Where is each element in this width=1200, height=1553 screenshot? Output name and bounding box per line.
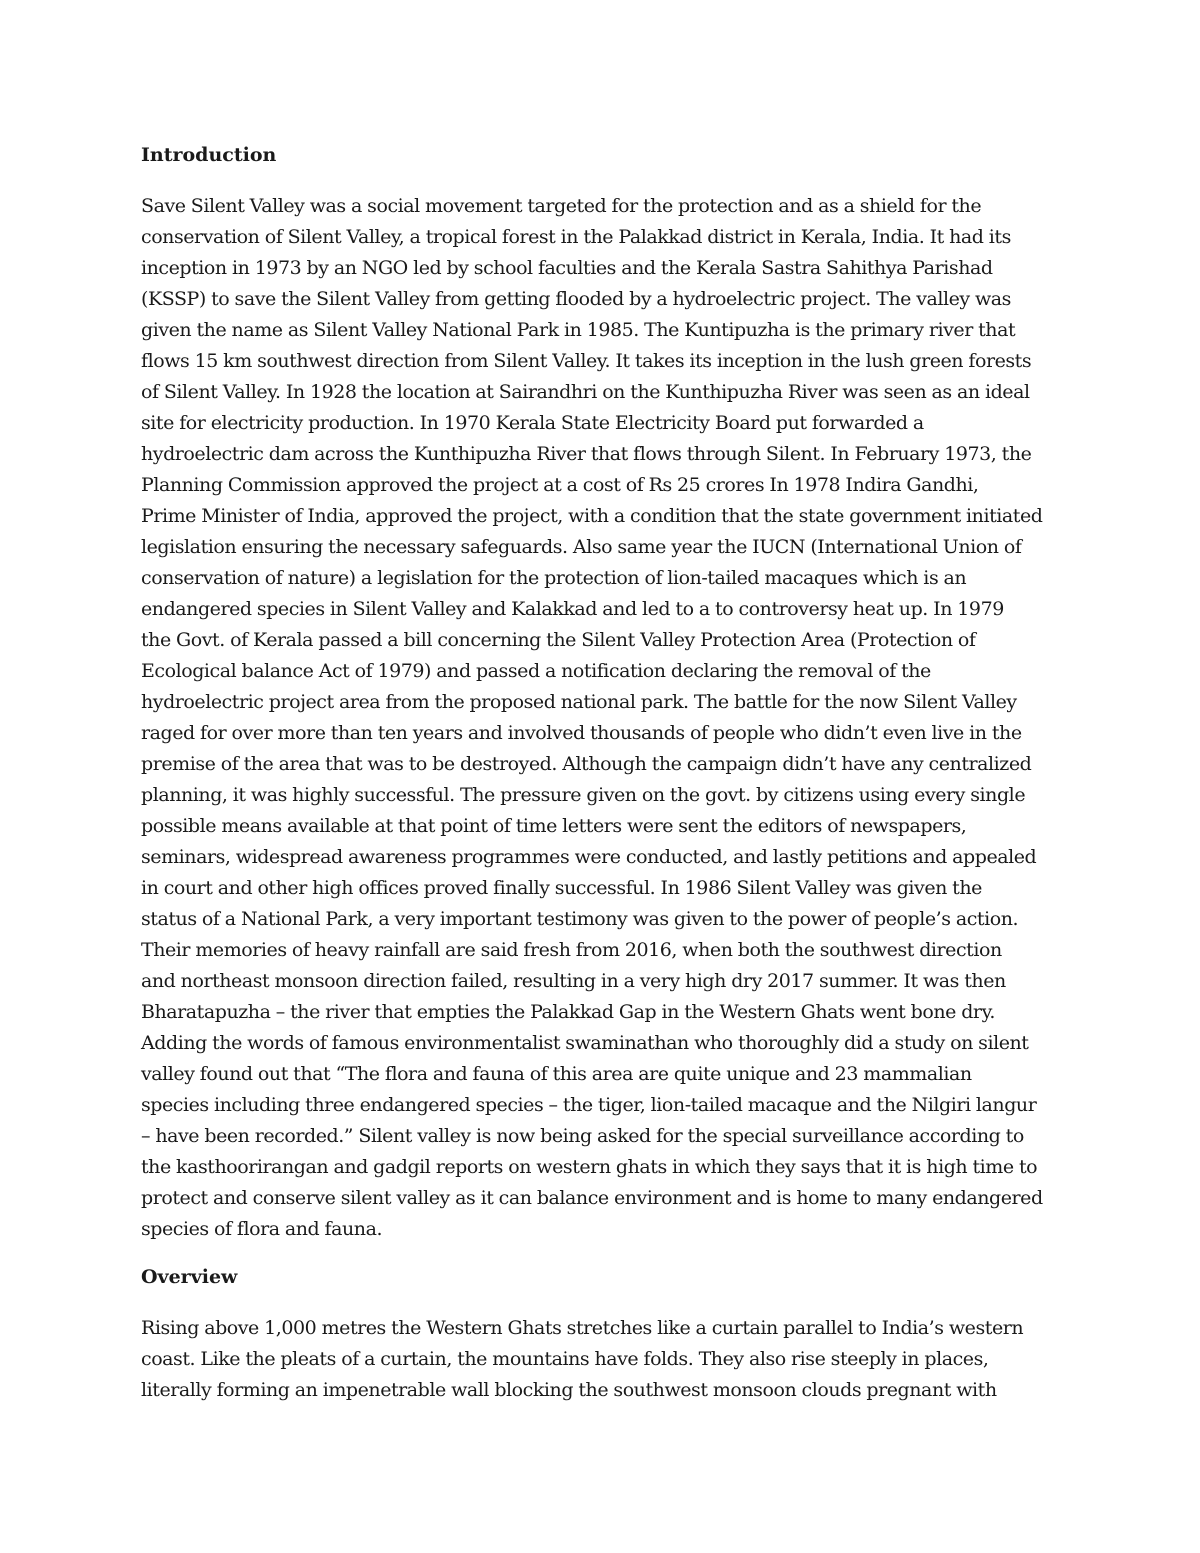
text-line: given the name as Silent Valley National Park in 1985. The Kuntipuzha is the primary river that — [141, 319, 1016, 341]
text-line: conservation of Silent Valley, a tropical forest in the Palakkad district in Kerala, India. It had its — [141, 226, 1011, 248]
text-line: conservation of nature) a legislation for the protection of lion-tailed macaques which is an — [141, 567, 967, 589]
text-line: coast. Like the pleats of a curtain, the mountains have folds. They also rise steeply in places, — [141, 1348, 989, 1370]
text-line: inception in 1973 by an NGO led by school faculties and the Kerala Sastra Sahithya Parishad — [141, 257, 993, 279]
text-line: seminars, widespread awareness programmes were conducted, and lastly petitions and appealed — [141, 846, 1037, 868]
text-line: Planning Commission approved the project at a cost of Rs 25 crores In 1978 Indira Gandhi, — [141, 474, 979, 496]
paragraph-introduction — [141, 191, 1060, 1245]
text-line: status of a National Park, a very important testimony was given to the power of people’s action. — [141, 908, 1019, 930]
text-line: hydroelectric dam across the Kunthipuzha River that flows through Silent. In February 1973, the — [141, 443, 1032, 465]
text-line: and northeast monsoon direction failed, resulting in a very high dry 2017 summer. It was then — [141, 970, 1006, 992]
text-line: Ecological balance Act of 1979) and passed a notification declaring the removal of the — [141, 660, 931, 682]
text-line: Rising above 1,000 metres the Western Ghats stretches like a curtain parallel to India’s western — [141, 1317, 1024, 1339]
text-line: raged for over more than ten years and involved thousands of people who didn’t even live in the — [141, 722, 1022, 744]
text-line: Prime Minister of India, approved the project, with a condition that the state government initiated — [141, 505, 1043, 527]
section-heading-overview: Overview — [141, 1266, 238, 1288]
text-line: the Govt. of Kerala passed a bill concerning the Silent Valley Protection Area (Protection of — [141, 629, 976, 651]
text-line: – have been recorded.” Silent valley is now being asked for the special surveillance according to — [141, 1125, 1024, 1147]
text-line: species of flora and fauna. — [141, 1218, 383, 1240]
text-line: species including three endangered species – the tiger, lion-tailed macaque and the Nilgiri langur — [141, 1094, 1037, 1116]
text-line: premise of the area that was to be destroyed. Although the campaign didn’t have any centralized — [141, 753, 1032, 775]
text-line: Adding the words of famous environmentalist swaminathan who thoroughly did a study on silent — [141, 1032, 1029, 1054]
text-line: planning, it was highly successful. The pressure given on the govt. by citizens using every single — [141, 784, 1026, 806]
text-line: Save Silent Valley was a social movement targeted for the protection and as a shield for the — [141, 195, 982, 217]
text-line: the kasthoorirangan and gadgil reports on western ghats in which they says that it is high time to — [141, 1156, 1038, 1178]
section-heading-introduction: Introduction — [141, 144, 277, 166]
text-line: protect and conserve silent valley as it can balance environment and is home to many endangered — [141, 1187, 1043, 1209]
text-line: of Silent Valley. In 1928 the location at Sairandhri on the Kunthipuzha River was seen as an ideal — [141, 381, 1030, 403]
text-line: in court and other high offices proved finally successful. In 1986 Silent Valley was given the — [141, 877, 982, 899]
text-line: Bharatapuzha – the river that empties the Palakkad Gap in the Western Ghats went bone dry. — [141, 1001, 995, 1023]
text-line: hydroelectric project area from the proposed national park. The battle for the now Silent Valley — [141, 691, 1017, 713]
text-line: Their memories of heavy rainfall are said fresh from 2016, when both the southwest direction — [141, 939, 1002, 961]
text-line: legislation ensuring the necessary safeguards. Also same year the IUCN (International Union of — [141, 536, 1022, 558]
text-line: endangered species in Silent Valley and Kalakkad and led to a to controversy heat up. In 1979 — [141, 598, 1004, 620]
text-line: site for electricity production. In 1970 Kerala State Electricity Board put forwarded a — [141, 412, 924, 434]
paragraph-overview — [141, 1313, 1060, 1406]
text-line: possible means available at that point of time letters were sent the editors of newspapers, — [141, 815, 967, 837]
text-line: literally forming an impenetrable wall blocking the southwest monsoon clouds pregnant with — [141, 1379, 997, 1401]
text-line: (KSSP) to save the Silent Valley from getting flooded by a hydroelectric project. The valley was — [141, 288, 1011, 310]
text-line: valley found out that “The flora and fauna of this area are quite unique and 23 mammalian — [141, 1063, 972, 1085]
text-line: flows 15 km southwest direction from Silent Valley. It takes its inception in the lush green forests — [141, 350, 1032, 372]
